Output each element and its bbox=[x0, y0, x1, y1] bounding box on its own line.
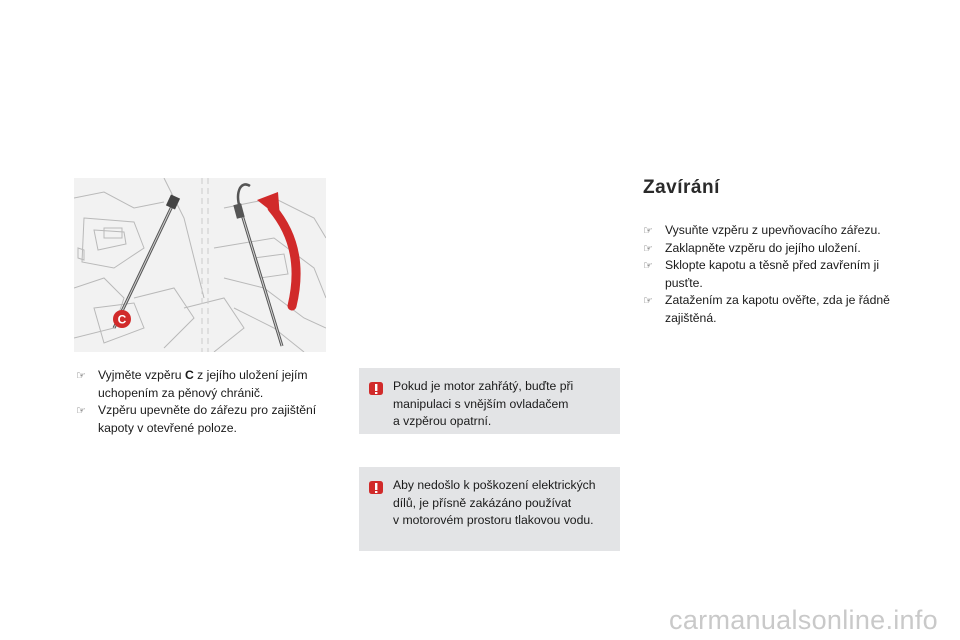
step-text-callout: C bbox=[184, 368, 194, 382]
list-item bbox=[643, 222, 905, 240]
opening-steps-list bbox=[76, 367, 338, 437]
curved-arrow-icon bbox=[257, 192, 296, 306]
pointing-hand-icon: ☞ bbox=[76, 369, 86, 382]
hood-prop-illustration bbox=[74, 178, 326, 352]
svg-text:C: C bbox=[117, 312, 127, 327]
step-text-suffix: z jejího uložení jejím uchopením za pěnový chránič. bbox=[98, 368, 308, 400]
step-text-prefix: Vyjměte vzpěru bbox=[98, 368, 185, 382]
section-title-closing: Zavírání bbox=[643, 177, 720, 198]
list-item bbox=[643, 292, 905, 327]
engine-bay-drawing bbox=[74, 178, 326, 352]
list-item bbox=[643, 257, 905, 292]
callout-c bbox=[113, 310, 131, 328]
step-text: Zaklapněte vzpěru do jejího uložení. bbox=[665, 240, 861, 255]
step-text: Vzpěru upevněte do zářezu pro zajištění kapoty v otevřené poloze. bbox=[98, 403, 317, 435]
step-text: Zatažením za kapotu ověřte, zda je řádně zajištěná. bbox=[665, 293, 890, 325]
list-item bbox=[643, 240, 905, 258]
pointing-hand-icon: ☞ bbox=[76, 404, 86, 418]
warning-text: Aby nedošlo k poškození elektrických dílů, je přísně zakázáno používat v motorovém prostoru tlakovou vodu. bbox=[393, 478, 596, 528]
pointing-hand-icon: ☞ bbox=[643, 294, 653, 308]
warning-box-pressure-washer bbox=[359, 467, 620, 551]
list-item bbox=[76, 402, 338, 437]
watermark: carmanualsonline.info bbox=[669, 605, 938, 635]
pointing-hand-icon: ☞ bbox=[643, 241, 653, 255]
step-text: Sklopte kapotu a těsně před zavřením ji pusťte. bbox=[665, 258, 880, 290]
step-text: Vysuňte vzpěru z upevňovacího zářezu. bbox=[665, 223, 881, 237]
pointing-hand-icon: ☞ bbox=[643, 259, 653, 273]
exclamation-icon bbox=[367, 380, 385, 398]
exclamation-icon bbox=[367, 479, 385, 497]
list-item bbox=[76, 367, 338, 402]
closing-steps-list bbox=[643, 222, 905, 328]
warning-box-hot-engine bbox=[359, 368, 620, 434]
warning-text: Pokud je motor zahřátý, buďte při manipulaci s vnějším ovladačem a vzpěrou opatrní. bbox=[393, 379, 574, 429]
pointing-hand-icon: ☞ bbox=[643, 224, 653, 237]
